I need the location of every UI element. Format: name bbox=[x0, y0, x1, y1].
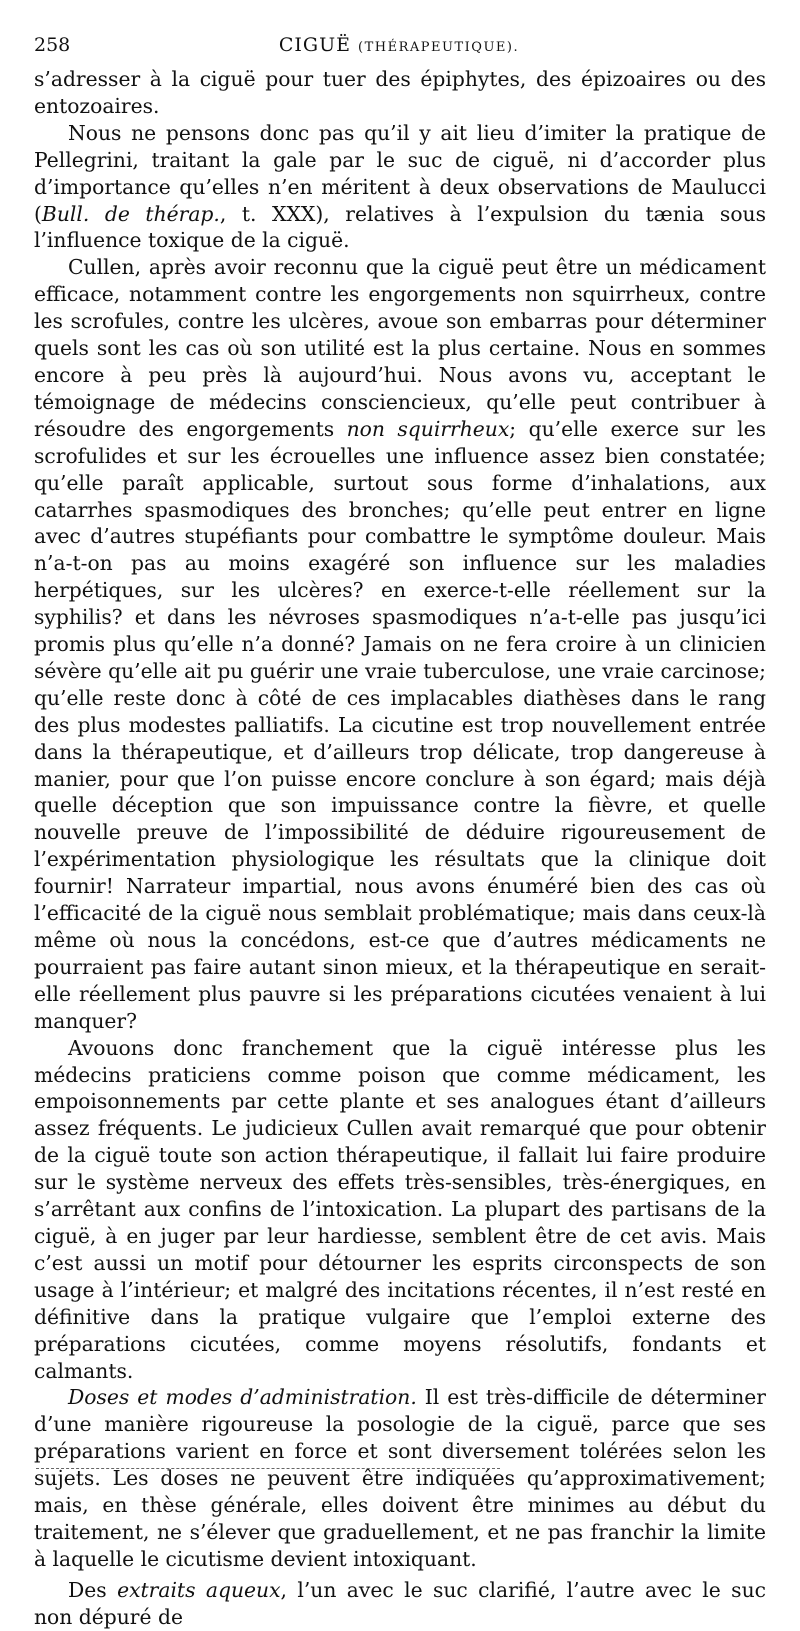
paragraph-text: Cullen, après avoir reconnu que la ciguë peut être un médicament efficace, notamment contre les engorgements non squirrheux, contre les scrofules, contre les ulcères, avoue son embarras pour déterminer quels sont les cas où son utilité est la plus certaine. Nous en sommes encore à peu près là aujourd’hui. Nous avons vu, acceptant le témoignage de médecins consciencieux, qu’elle peut contribuer à résoudre des engorgements bbox=[34, 255, 766, 441]
paragraph-doses bbox=[34, 1384, 766, 1572]
paragraph-text: , l’un avec le suc clarifié, l’autre avec le suc non dépuré de bbox=[34, 1577, 766, 1629]
paragraph-cullen bbox=[34, 254, 766, 1034]
emphasis-text: non squirrheux bbox=[346, 416, 510, 441]
paragraph-continued: s’adresser à la ciguë pour tuer des épiphytes, des épizoaires ou des entozoaires. bbox=[34, 67, 766, 118]
paragraph-text: Nous ne pensons donc pas qu’il y ait lieu d’imiter la pratique de Pellegrini, traitant la gale par le suc de ciguë, ni d’accorder plus d’importance qu’elles n’en méritent à deux observations de Maulucci ( bbox=[34, 120, 766, 226]
paragraph-extraits bbox=[34, 1577, 766, 1631]
footer-rule bbox=[36, 1468, 500, 1469]
section-heading-inline: Doses et modes d’administration. bbox=[68, 1385, 417, 1410]
paragraph-avouons: Avouons donc franchement que la ciguë intéresse plus les médecins praticiens comme poison que comme médicament, les empoisonnements par cette plante et ses analogues étant d’ailleurs assez fréquents. Le judicieux Cullen avait remarqué que pour obtenir de la ciguë toute son action thérapeutique, il fallait lui faire produire sur le système nerveux des effets très-sensibles, très-énergiques, en s’arrêtant aux confins de l’intoxication. La plupart des partisans de la ciguë, à en juger par leur hardiesse, semblent être de cet avis. Mais c’est aussi un motif pour détourner les esprits circonspects de son usage à l’intérieur; et malgré des incitations récentes, il n’est resté en définitive dans la pratique vulgaire que l’emploi externe des préparations cicutées, comme moyens résolutifs, fondants et calmants. bbox=[34, 1035, 766, 1383]
emphasis-text: extraits aqueux bbox=[117, 1577, 281, 1602]
running-head bbox=[34, 32, 764, 61]
running-head-subtitle: (THÉRAPEUTIQUE). bbox=[358, 40, 520, 55]
body-text bbox=[34, 66, 766, 1631]
paragraph-text: Des bbox=[68, 1577, 118, 1602]
page-number: 258 bbox=[34, 34, 71, 56]
running-head-title: CIGUË bbox=[278, 34, 351, 56]
paragraph-pellegrini bbox=[34, 120, 766, 255]
paragraph-text: ; qu’elle exerce sur les scrofulides et sur les écrouelles une influence assez bien constatée; qu’elle paraît applicable, surtout sous forme d’inhalations, aux catarrhes spasmodiques des bronches; qu’elle peut entrer en ligne avec d’autres stupéfiants pour combattre le symptôme douleur. Mais n’a-t-on pas au moins exagéré son influence sur les maladies herpétiques, sur les ulcères? en exerce-t-elle réellement sur la syphilis? et dans les névroses spasmodiques n’a-t-elle pas jusqu’ici promis plus qu’elle n’a donné? Jamais on ne fera croire à un clinicien sévère qu’elle ait pu guérir une vraie tuberculose, une vraie carcinose; qu’elle reste donc à côté de ces implacables diathèses dans le rang des plus modestes palliatifs. La cicutine est trop nouvellement entrée dans la thérapeutique, et d’ailleurs trop délicate, trop dangereuse à manier, pour que l’on puisse encore conclure à son égard; mais déjà quelle déception que son impuissance contre la fièvre, et quelle nouvelle preuve de l’impossibilité de déduire rigoureusement de l’expérimentation physiologique les résultats que la clinique doit fournir! Narrateur impartial, nous avons énuméré bien des cas où l’efficacité de la ciguë nous semblait problématique; mais dans ceux-là même où nous la concédons, est-ce que d’autres médicaments ne pourraient pas faire autant sinon mieux, et la thérapeutique en serait-elle réellement plus pauvre si les préparations cicutées venaient à lui manquer? bbox=[34, 416, 766, 1033]
page-header bbox=[34, 32, 764, 58]
journal-title: Bull. de thérap. bbox=[41, 201, 220, 226]
paragraph-text: Il est très-difficile de déterminer d’une manière rigoureuse la posologie de la ciguë, parce que ses préparations varient en force et sont diversement tolérées selon les sujets. Les doses ne peuvent être indiquées qu’approximativement; mais, en thèse générale, elles doivent être minimes au début du traitement, ne s’élever que graduellement, et ne pas franchir la limite à laquelle le cicutisme devient intoxiquant. bbox=[34, 1385, 766, 1571]
paragraph-text: , t. XXX), relatives à l’expulsion du tænia sous l’influence toxique de la ciguë. bbox=[34, 201, 766, 253]
